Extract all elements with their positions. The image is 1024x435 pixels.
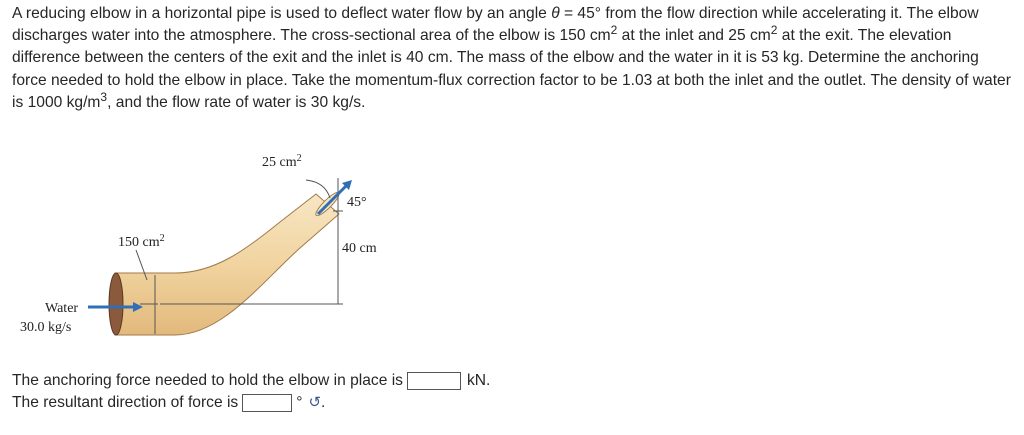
exponent-outlet: 2 [770, 23, 778, 38]
direction-period: . [321, 394, 326, 411]
force-answer-input[interactable] [407, 372, 461, 390]
problem-text-4: at the exit. The elevation difference between the centers of the exit and the inlet is 40 cm. The mass of the elbow and the water in it is 53 kg. Determine the anchoring force needed to hold the elbow in place. Take the momentum-flux correction factor to be 1.03 at both the inlet and the outlet. The density of water is 1000 kg/m [12, 27, 1011, 111]
problem-statement [12, 3, 1012, 114]
force-question-label: The anchoring force needed to hold the elbow in place is [12, 372, 403, 389]
exponent-inlet: 2 [610, 23, 618, 38]
water-label: Water [45, 301, 79, 316]
height-label: 40 cm [342, 241, 377, 256]
elbow-pipe [115, 194, 339, 335]
problem-text-3: at the inlet and 25 cm [617, 27, 771, 45]
problem-text-2: = 45° from the flow direction while accelerating it. The elbow discharges water into the atmosphere. The cross-sectional area of the elbow is 150 cm [12, 5, 979, 45]
degree-unit: ° [296, 394, 303, 411]
force-answer-row [12, 370, 490, 392]
elbow-figure [0, 140, 400, 350]
direction-answer-row [12, 392, 490, 414]
exponent-density: 3 [100, 89, 108, 104]
answer-section [12, 370, 490, 414]
theta-symbol: θ [551, 5, 560, 22]
problem-text-5: , and the flow rate of water is 30 kg/s. [107, 93, 366, 111]
direction-question-label: The resultant direction of force is [12, 394, 239, 411]
inlet-area-label: 150 $cm^2$ [118, 233, 165, 250]
angle-label: 45° [347, 195, 367, 210]
flow-rate-label: 30.0 kg/s [20, 320, 72, 335]
counterclockwise-icon[interactable]: ↺ [308, 394, 322, 411]
inlet-face [109, 273, 123, 335]
problem-text-1: A reducing elbow in a horizontal pipe is used to deflect water flow by an angle [12, 5, 552, 22]
direction-answer-input[interactable] [242, 394, 292, 412]
outlet-area-label: 25 $cm^2$ [262, 153, 302, 170]
force-unit: kN. [466, 372, 491, 389]
